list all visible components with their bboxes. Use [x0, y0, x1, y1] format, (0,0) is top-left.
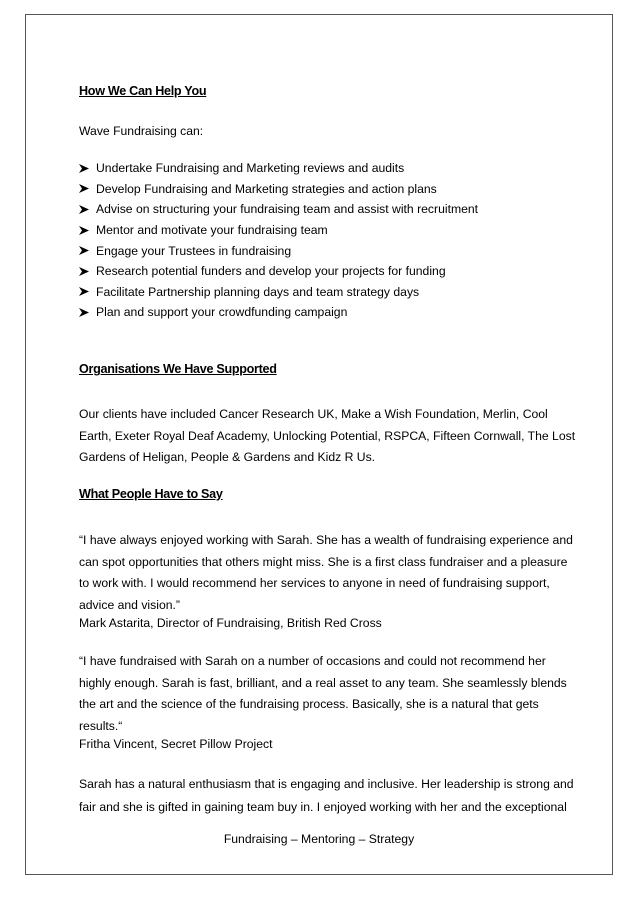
arrow-bullet-icon — [79, 246, 96, 255]
help-heading: How We Can Help You — [79, 84, 207, 98]
list-item: Undertake Fundraising and Marketing reviews and audits — [79, 158, 478, 179]
testimonial-author: Mark Astarita, Director of Fundraising, British Red Cross — [79, 616, 382, 630]
list-item: Research potential funders and develop your projects for funding — [79, 261, 478, 282]
help-intro: Wave Fundraising can: — [79, 124, 204, 138]
testimonial-3: Sarah has a natural enthusiasm that is engaging and inclusive. Her leadership is strong and fair and she is gifted in gaining team buy in. I enjoyed working with her and the exceptional — [79, 777, 574, 814]
page-footer: Fundraising – Mentoring – Strategy — [223, 832, 415, 846]
list-item: Plan and support your crowdfunding campaign — [79, 302, 478, 323]
orgs-paragraph: Our clients have included Cancer Research UK, Make a Wish Foundation, Merlin, Cool Earth, Exeter Royal Deaf Academy, Unlocking Potential, RSPCA, Fifteen Cornwall, The Lost Gardens of Heligan, People & Gardens and Kidz R Us. — [79, 407, 576, 464]
list-item: Advise on structuring your fundraising team and assist with recruitment — [79, 199, 478, 220]
arrow-bullet-icon — [79, 205, 96, 214]
arrow-bullet-icon — [79, 308, 96, 317]
arrow-bullet-icon — [79, 287, 96, 296]
testimonials-heading: What People Have to Say — [79, 487, 223, 501]
list-item: Mentor and motivate your fundraising team — [79, 220, 478, 241]
orgs-heading: Organisations We Have Supported — [79, 362, 277, 376]
arrow-bullet-icon — [79, 164, 96, 173]
arrow-bullet-icon — [79, 267, 96, 276]
testimonial-author: Fritha Vincent, Secret Pillow Project — [79, 737, 273, 751]
arrow-bullet-icon — [79, 226, 96, 235]
testimonial-1: “I have always enjoyed working with Sarah. She has a wealth of fundraising experience and can spot opportunities that others might miss. She is a first class fundraiser and a pleasure to work with. I would recommend her services to anyone in need of fundraising support, advice and vision.” Mark Astarita, Director of Fundraising, British Red Cross — [79, 533, 573, 630]
list-item: Facilitate Partnership planning days and team strategy days — [79, 282, 478, 303]
services-list — [79, 158, 478, 323]
testimonial-2: “I have fundraised with Sarah on a number of occasions and could not recommend her highly enough. Sarah is fast, brilliant, and a real asset to any team. She seamlessly blends the art and the science of the fundraising process. Basically, she is a natural that gets results.“ Fritha Vincent, Secret Pillow Project — [79, 654, 567, 751]
arrow-bullet-icon — [79, 184, 96, 193]
list-item: Develop Fundraising and Marketing strategies and action plans — [79, 179, 478, 200]
list-item: Engage your Trustees in fundraising — [79, 240, 478, 261]
